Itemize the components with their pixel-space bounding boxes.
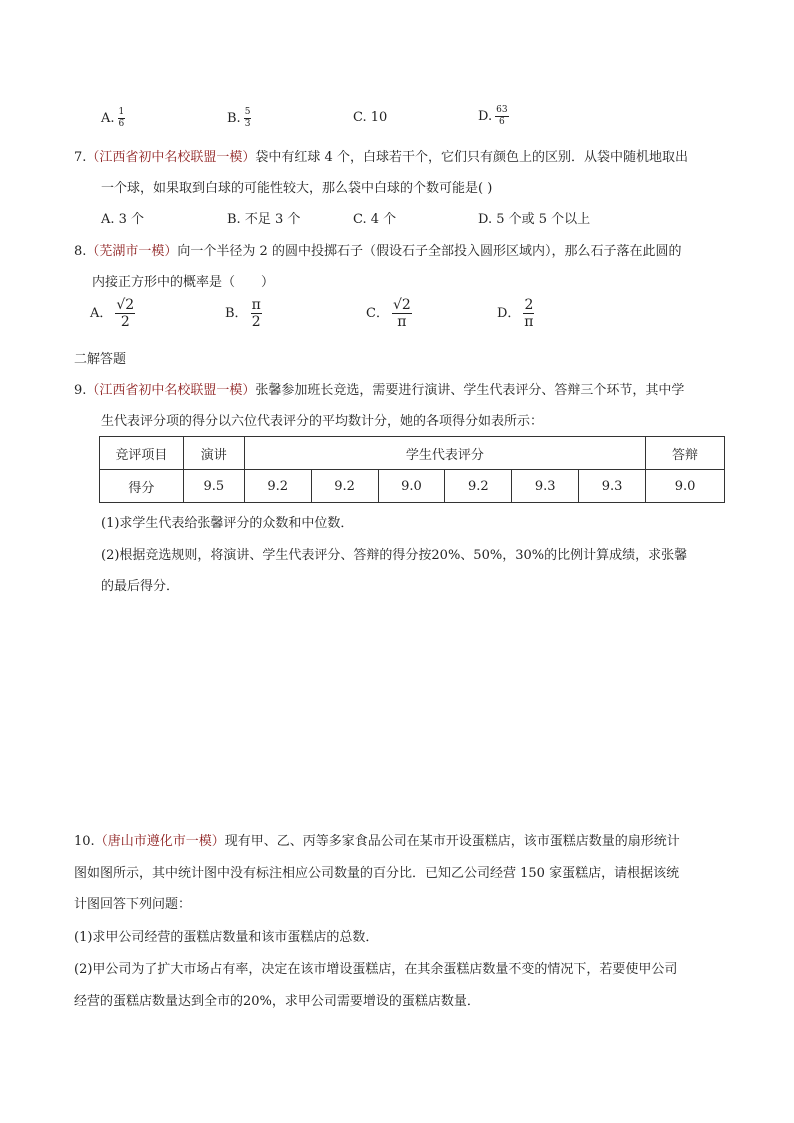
row-label: 得分 <box>100 470 184 503</box>
q9-sub-1: (1)求学生代表给张馨评分的众数和中位数． <box>101 516 354 531</box>
header-student-score: 学生代表评分 <box>244 437 645 470</box>
q6-option-b: B. $\frac{5}{3}$ <box>227 107 251 129</box>
score-table <box>99 436 725 503</box>
q8-option-d: D． $\frac{2}{\pi}$ <box>497 297 534 330</box>
q7-line-2: 一个球，如果取到白球的可能性较大，那么袋中白球的个数可能是( ) <box>101 181 493 196</box>
debate-score: 9.0 <box>646 470 725 503</box>
q8-option-b: B． $\frac{\pi}{2}$ <box>225 297 261 330</box>
student-score-cell: 9.2 <box>244 470 311 503</box>
q6-option-c: C. 10 <box>353 110 388 125</box>
q9-sub-2-line-1: (2)根据竞选规则，将演讲、学生代表评分、答辩的得分按20%、50%，30%的比例计算成绩，求张馨 <box>101 548 688 563</box>
q6-option-d-fraction: $\frac{63}{6}$ <box>496 105 508 127</box>
q7-option-a: A. 3 个 <box>101 212 145 227</box>
q7-line-1: 7.（江西省初中名校联盟一模）袋中有红球 4 个，白球若干个，它们只有颜色上的区别．从袋中随机地取出 <box>74 150 688 165</box>
q8-option-d-fraction: $\frac{2}{\pi}$ <box>524 297 534 330</box>
q8-source: （芜湖市一模） <box>86 244 178 259</box>
table-header-row <box>100 437 725 470</box>
q8-option-c-fraction: $\frac{√2}{\pi}$ <box>392 297 411 330</box>
q10-sub-1: (1)求甲公司经营的蛋糕店数量和该市蛋糕店的总数． <box>74 930 379 945</box>
table-row <box>100 470 725 503</box>
q6-option-b-fraction: $\frac{5}{3}$ <box>244 107 251 129</box>
student-score-cell: 9.3 <box>579 470 646 503</box>
q10-source: （唐山市遵化市一模） <box>94 834 225 849</box>
q7-option-b: B. 不足 3 个 <box>227 212 301 227</box>
q8-line-1: 8.（芜湖市一模）向一个半径为 2 的圆中投掷石子（假设石子全部投入圆形区域内），那么石子落在此圆的 <box>74 244 682 259</box>
q6-option-d: D. $\frac{63}{6}$ <box>478 105 508 127</box>
speech-score: 9.5 <box>183 470 244 503</box>
section-title: 二解答题 <box>74 352 127 367</box>
q10-line-2: 图如图所示，其中统计图中没有标注相应公司数量的百分比．已知乙公司经营 150 家蛋糕店，请根据该统 <box>74 866 680 881</box>
q8-option-c: C． $\frac{√2}{\pi}$ <box>366 297 411 330</box>
student-score-cell: 9.2 <box>445 470 512 503</box>
q8-option-a-fraction: $\frac{√2}{2}$ <box>116 297 135 330</box>
q7-source: （江西省初中名校联盟一模） <box>86 150 256 165</box>
q9-sub-2-line-2: 的最后得分． <box>101 579 180 594</box>
q6-option-a-fraction: $\frac{1}{6}$ <box>118 107 125 129</box>
q8-line-2: 内接正方形中的概率是（ ） <box>92 275 275 290</box>
q10-line-3: 计图回答下列问题： <box>74 897 192 912</box>
q6-option-a: A. $\frac{1}{6}$ <box>101 107 125 129</box>
student-score-cell: 9.0 <box>378 470 445 503</box>
q9-line-1: 9.（江西省初中名校联盟一模）张馨参加班长竞选，需要进行演讲、学生代表评分、答辩三个环节，其中学 <box>74 383 685 398</box>
header-item: 竞评项目 <box>100 437 184 470</box>
q10-sub-2-line-1: (2)甲公司为了扩大市场占有率，决定在该市增设蛋糕店，在其余蛋糕店数量不变的情况下，若要使甲公司 <box>74 962 678 977</box>
q9-line-2: 生代表评分项的得分以六位代表评分的平均数计分，她的各项得分如表所示： <box>101 414 544 429</box>
q9-source: （江西省初中名校联盟一模） <box>86 383 256 398</box>
header-debate: 答辩 <box>646 437 725 470</box>
q8-option-a: A． $\frac{√2}{2}$ <box>90 297 135 330</box>
q7-option-d: D. 5 个或 5 个以上 <box>478 212 591 227</box>
header-speech: 演讲 <box>183 437 244 470</box>
q8-option-b-fraction: $\frac{\pi}{2}$ <box>251 297 261 330</box>
q10-line-1: 10.（唐山市遵化市一模）现有甲、乙、丙等多家食品公司在某市开设蛋糕店，该市蛋糕店数量的扇形统计 <box>74 834 680 849</box>
student-score-cell: 9.2 <box>311 470 378 503</box>
q10-sub-2-line-2: 经营的蛋糕店数量达到全市的20%，求甲公司需要增设的蛋糕店数量． <box>74 994 480 1009</box>
q7-option-c: C. 4 个 <box>353 212 397 227</box>
student-score-cell: 9.3 <box>512 470 579 503</box>
